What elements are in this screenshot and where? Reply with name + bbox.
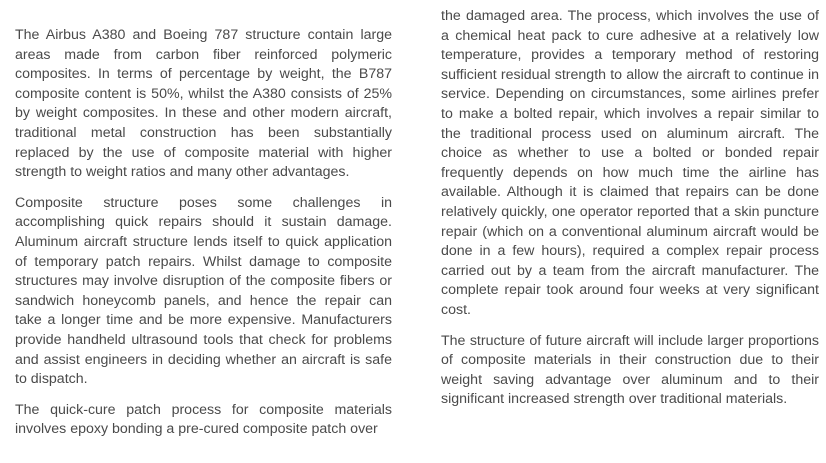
paragraph-quick-cure-start: The quick-cure patch process for composite materials involves epoxy bonding a pre-cured composite patch over: [15, 401, 392, 438]
paragraph-repair-challenges: Composite structure poses some challenges in accomplishing quick repairs should it sustain damage. Aluminum aircraft structure lends itself to quick application of temporary patch repairs. Whilst damage to composite structures may involve disruption of the composite fibers or sandwich honeycomb panels, and hence the repair can take a longer time and be more expensive. Manufacturers provide handheld ultrasound tools that check for problems and assist engineers in deciding whether an aircraft is safe to dispatch.: [15, 194, 392, 388]
paragraph-quick-cure-continued: the damaged area. The process, which involves the use of a chemical heat pack to cure adhesive at a relatively low temperature, provides a temporary method of restoring sufficient residual strength to allow the aircraft to continue in service. Depending on circumstances, some airlines prefer to make a bolted repair, which involves a repair similar to the traditional process used on aluminum aircraft. The choice as whether to use a bolted or bonded repair frequently depends on how much time the airline has available. Although it is claimed that repairs can be done relatively quickly, one operator reported that a skin puncture repair (which on a conventional aluminum aircraft would be done in a few hours), required a complex repair process carried out by a team from the aircraft manufacturer. The complete repair took around four weeks at very significant cost.: [441, 8, 819, 318]
paragraph-future-aircraft: The structure of future aircraft will include larger proportions of composite materials in their construction due to their weight saving advantage over aluminum and to their significant increased strength over traditional materials.: [441, 332, 819, 408]
left-column: [15, 26, 392, 451]
paragraph-composite-intro: The Airbus A380 and Boeing 787 structure contain large areas made from carbon fiber reinforced polymeric composites. In terms of percentage by weight, the B787 composite content is 50%, whilst the A380 consists of 25% by weight composites. In these and other modern aircraft, traditional metal construction has been substantially replaced by the use of composite material with higher strength to weight ratios and many other advantages.: [15, 27, 392, 181]
right-column: [441, 7, 819, 421]
